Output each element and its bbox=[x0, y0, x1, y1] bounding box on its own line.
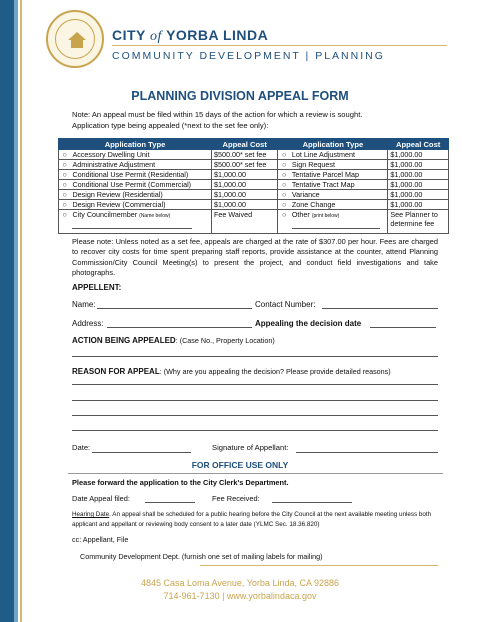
cc-line: cc: Appellant, File bbox=[72, 535, 129, 544]
application-type-cell: Sign Request bbox=[290, 160, 388, 170]
forward-instruction: Please forward the application to the City Clerk's Department. bbox=[72, 478, 289, 487]
application-type-cell: Variance bbox=[290, 190, 388, 200]
decision-date-field[interactable] bbox=[370, 327, 436, 328]
column-header-appeal-cost: Appeal Cost bbox=[212, 139, 278, 150]
appeal-cost-cell: $1,000.00 bbox=[388, 200, 449, 210]
councilmember-name-field[interactable] bbox=[72, 219, 192, 229]
application-type-note: Application type being appealed (*next to the set fee only): bbox=[72, 121, 269, 130]
signature-field[interactable] bbox=[296, 452, 438, 453]
table-row bbox=[59, 190, 449, 200]
signature-label: Signature of Appellant: bbox=[212, 443, 289, 452]
planner-fee-line1: See Planner to bbox=[390, 210, 438, 219]
hearing-text: . An appeal shall be scheduled for a public hearing before the City Council at the next available meeting unless both applicant and appellant or reviewing body consent to a later date (YLMC Sec. 18.36.820) bbox=[72, 511, 432, 528]
radio-option[interactable]: ○ bbox=[59, 210, 71, 234]
appeal-cost-cell: $500.00* set fee bbox=[212, 160, 278, 170]
appeal-cost-cell: $1,000.00 bbox=[212, 200, 278, 210]
other-note: (print below) bbox=[311, 213, 340, 219]
action-appealed-heading bbox=[72, 336, 438, 345]
appeal-cost-cell: $500.00* set fee bbox=[212, 150, 278, 160]
appeal-cost-cell: $1,000.00 bbox=[212, 180, 278, 190]
appeal-cost-cell: $1,000.00 bbox=[212, 190, 278, 200]
action-appealed-hint: : (Case No., Property Location) bbox=[175, 336, 275, 345]
reason-heading bbox=[72, 367, 438, 376]
other-type-field[interactable] bbox=[292, 219, 380, 229]
hearing-date-label: Hearing Date bbox=[72, 511, 110, 518]
decision-date-label: Appealing the decision date bbox=[255, 319, 362, 328]
appellant-heading-colon: : bbox=[118, 283, 122, 292]
address-label: Address: bbox=[72, 319, 104, 328]
councilmember-label: City Councilmember bbox=[72, 210, 138, 219]
appeal-cost-cell: $1,000.00 bbox=[388, 170, 449, 180]
city-name-prefix: CITY bbox=[112, 27, 146, 43]
radio-option[interactable]: ○ bbox=[278, 190, 290, 200]
appeal-fee-table bbox=[58, 138, 449, 234]
reason-title: REASON FOR APPEAL bbox=[72, 367, 160, 376]
radio-option[interactable]: ○ bbox=[278, 200, 290, 210]
application-type-cell: Zone Change bbox=[290, 200, 388, 210]
office-use-divider bbox=[68, 473, 443, 474]
application-type-cell: Design Review (Commercial) bbox=[70, 200, 211, 210]
fee-received-field[interactable] bbox=[272, 502, 352, 503]
city-name-suffix: YORBA LINDA bbox=[166, 27, 269, 43]
radio-option[interactable]: ○ bbox=[59, 200, 71, 210]
fee-explanation: Please note: Unless noted as a set fee, appeals are charged at the rate of $307.00 per hour. Fees are charged to recover city costs for time spent preparing staff reports, provide assistance at the counter, attend Planning Commission/City Council Meeting(s) to present the project, and conduct field investigations and take photographs. bbox=[72, 237, 438, 278]
column-header-appeal-cost: Appeal Cost bbox=[388, 139, 449, 150]
header-divider bbox=[112, 45, 447, 46]
application-type-cell: Tentative Tract Map bbox=[290, 180, 388, 190]
footer-address: 4845 Casa Loma Avenue, Yorba Linda, CA 92886 bbox=[141, 578, 339, 588]
action-appealed-field[interactable] bbox=[72, 356, 438, 357]
appeal-cost-cell: $1,000.00 bbox=[388, 160, 449, 170]
planner-fee-line2: determine fee bbox=[390, 219, 435, 228]
application-type-cell: Tentative Parcel Map bbox=[290, 170, 388, 180]
city-name-of: of bbox=[150, 29, 162, 44]
application-type-cell: Accessory Dwelling Unit bbox=[70, 150, 211, 160]
reason-line[interactable] bbox=[72, 384, 438, 385]
date-filed-label: Date Appeal filed: bbox=[72, 494, 130, 503]
councilmember-note: (Name below) bbox=[139, 213, 171, 219]
address-field[interactable] bbox=[107, 327, 252, 328]
seal-house-roof bbox=[68, 32, 86, 40]
action-appealed-title: ACTION BEING APPEALED bbox=[72, 336, 176, 345]
hearing-notice bbox=[72, 510, 438, 529]
fee-received-label: Fee Received: bbox=[212, 494, 260, 503]
appeal-cost-cell: $1,000.00 bbox=[388, 180, 449, 190]
appeal-cost-cell bbox=[388, 210, 449, 234]
application-type-cell: Lot Line Adjustment bbox=[290, 150, 388, 160]
radio-option[interactable]: ○ bbox=[59, 150, 71, 160]
radio-option[interactable]: ○ bbox=[278, 210, 290, 234]
table-row bbox=[59, 200, 449, 210]
radio-option[interactable]: ○ bbox=[278, 180, 290, 190]
radio-option[interactable]: ○ bbox=[59, 170, 71, 180]
appeal-cost-cell: $1,000.00 bbox=[388, 190, 449, 200]
appeal-cost-cell: Fee Waived bbox=[212, 210, 278, 234]
form-title: PLANNING DIVISION APPEAL FORM bbox=[131, 89, 349, 103]
name-field[interactable] bbox=[97, 308, 252, 309]
appeal-cost-cell: $1,000.00 bbox=[388, 150, 449, 160]
cdd-mailing-note: Community Development Dept. (furnish one set of mailing labels for mailing) bbox=[80, 552, 323, 561]
office-use-heading: FOR OFFICE USE ONLY bbox=[191, 460, 289, 470]
filing-note: Note: An appeal must be filed within 15 days of the action for which a review is sought. bbox=[72, 110, 363, 119]
department-name: COMMUNITY DEVELOPMENT | PLANNING bbox=[112, 50, 385, 62]
application-type-cell bbox=[290, 210, 388, 234]
radio-option[interactable]: ○ bbox=[59, 160, 71, 170]
application-type-cell bbox=[70, 210, 211, 234]
city-seal-logo bbox=[46, 10, 104, 68]
table-row bbox=[59, 150, 449, 160]
application-type-cell: Conditional Use Permit (Residential) bbox=[70, 170, 211, 180]
footer-contact: 714-961-7130 | www.yorbalindaca.gov bbox=[163, 591, 317, 601]
table-row bbox=[59, 160, 449, 170]
footer-divider bbox=[200, 565, 438, 566]
radio-option[interactable]: ○ bbox=[278, 170, 290, 180]
seal-house-icon bbox=[71, 40, 83, 48]
application-type-cell: Design Review (Residential) bbox=[70, 190, 211, 200]
table-row bbox=[59, 210, 449, 234]
date-label: Date: bbox=[72, 443, 91, 452]
table-row bbox=[59, 180, 449, 190]
appellant-heading bbox=[72, 283, 438, 292]
radio-option[interactable]: ○ bbox=[278, 150, 290, 160]
column-header-application-type: Application Type bbox=[278, 139, 388, 150]
radio-option[interactable]: ○ bbox=[278, 160, 290, 170]
application-type-cell: Administrative Adjustment bbox=[70, 160, 211, 170]
contact-number-field[interactable] bbox=[322, 308, 438, 309]
reason-line[interactable] bbox=[72, 400, 438, 401]
appeal-cost-cell: $1,000.00 bbox=[212, 170, 278, 180]
appellant-heading-text: APPELLENT bbox=[72, 283, 119, 292]
radio-option[interactable]: ○ bbox=[59, 190, 71, 200]
radio-option[interactable]: ○ bbox=[59, 180, 71, 190]
city-name bbox=[112, 27, 268, 45]
date-field[interactable] bbox=[92, 452, 191, 453]
reason-hint: : (Why are you appealing the decision? Please provide detailed reasons) bbox=[159, 367, 391, 376]
reason-line[interactable] bbox=[72, 430, 438, 431]
application-type-cell: Conditional Use Permit (Commercial) bbox=[70, 180, 211, 190]
date-filed-field[interactable] bbox=[145, 502, 195, 503]
name-label: Name: bbox=[72, 300, 96, 309]
column-header-application-type: Application Type bbox=[59, 139, 212, 150]
other-label: Other bbox=[291, 210, 310, 219]
reason-line[interactable] bbox=[72, 415, 438, 416]
fee-table-header-row bbox=[59, 139, 449, 150]
contact-number-label: Contact Number: bbox=[255, 300, 316, 309]
table-row bbox=[59, 170, 449, 180]
